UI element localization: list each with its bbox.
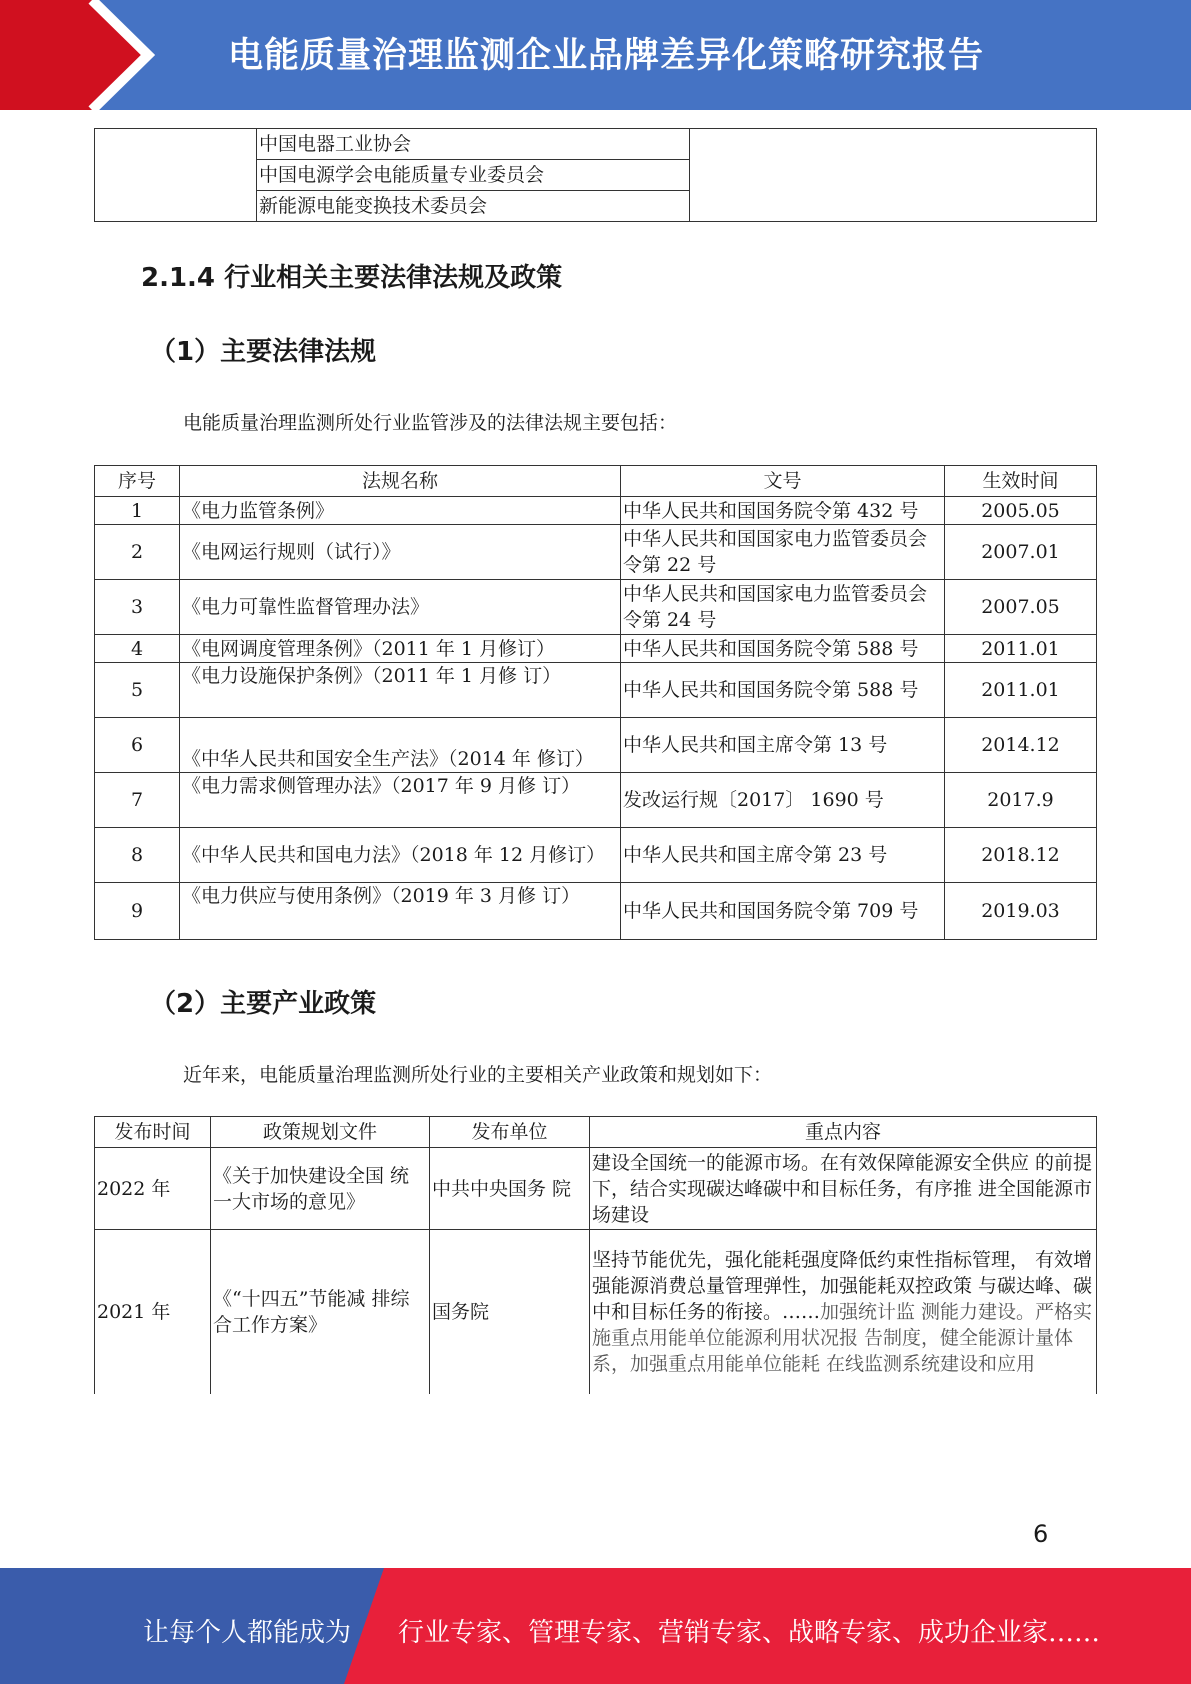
org-table [94,128,1097,222]
org-row: 中国电器工业协会 [257,129,690,160]
table-row [95,883,1097,940]
laws-intro: 电能质量治理监测所处行业监管涉及的法律法规主要包括： [183,412,678,434]
policy-content: 建设全国统一的能源市场。在有效保障能源安全供应 的前提下，结合实现碳达峰碳中和目标任务，有序推 进全国能源市场建设 [590,1148,1097,1230]
table-row [95,773,1097,828]
law-name: 《电力监管条例》 [180,497,621,525]
col-header: 发布时间 [95,1117,211,1148]
page-footer [0,1568,1191,1684]
law-no: 3 [95,580,180,635]
col-header: 序号 [95,466,180,497]
law-doc: 中华人民共和国国务院令第 709 号 [621,883,945,940]
law-doc: 中华人民共和国国家电力监管委员会令第 22 号 [621,525,945,580]
org-table-empty-cell [95,129,257,222]
policy-year: 2022 年 [95,1148,211,1230]
col-header: 重点内容 [590,1117,1097,1148]
law-no: 2 [95,525,180,580]
table-row [95,663,1097,718]
laws-table [94,465,1097,940]
policies-intro: 近年来，电能质量治理监测所处行业的主要相关产业政策和规划如下： [183,1064,773,1086]
law-name: 《中华人民共和国电力法》（2018 年 12 月修订） [180,828,621,883]
law-doc: 中华人民共和国主席令第 13 号 [621,718,945,773]
policy-org: 中共中央国务 院 [430,1148,590,1230]
law-doc: 中华人民共和国国家电力监管委员会令第 24 号 [621,580,945,635]
sub-heading-policies: （2）主要产业政策 [150,989,377,1019]
table-row [95,1148,1097,1230]
policy-content-text-continued: 加强统计监 测能力建设。严格实施重点用能单位能源利用状况报 告制度，健全能源计量体系，加强重点用能单位能耗 在线监测系统建设和应用 [592,1300,1093,1375]
page-header [0,0,1191,110]
law-doc: 中华人民共和国主席令第 23 号 [621,828,945,883]
org-row: 新能源电能变换技术委员会 [257,191,690,222]
policy-org: 国务院 [430,1230,590,1394]
policies-table [94,1116,1097,1394]
law-date: 2019.03 [945,883,1097,940]
page-number: 6 [1033,1520,1049,1548]
law-date: 2007.05 [945,580,1097,635]
policy-content-text: 坚持节能优先，强化能耗强度降低约束性指标管理， 有效增强能源消费总量管理弹性，加强能耗双控政策 与碳达峰、碳中和目标任务的衔接。…… [592,1248,1093,1323]
col-header: 文号 [621,466,945,497]
report-title: 电能质量治理监测企业品牌差异化策略研究报告 [228,36,985,76]
law-name: 《电力供应与使用条例》（2019 年 3 月修 订） [180,883,621,940]
law-no: 7 [95,773,180,828]
law-doc: 中华人民共和国国务院令第 432 号 [621,497,945,525]
table-row [95,580,1097,635]
table-row [95,828,1097,883]
col-header: 发布单位 [430,1117,590,1148]
table-row [95,525,1097,580]
policy-doc: 《“十四五”节能减 排综合工作方案》 [211,1230,430,1394]
law-date: 2018.12 [945,828,1097,883]
sub-heading-laws: （1）主要法律法规 [150,337,377,367]
law-date: 2007.01 [945,525,1097,580]
law-date: 2017.9 [945,773,1097,828]
col-header: 法规名称 [180,466,621,497]
law-no: 5 [95,663,180,718]
law-name: 《电网调度管理条例》（2011 年 1 月修订） [180,635,621,663]
law-no: 1 [95,497,180,525]
law-name: 《电网运行规则（试行）》 [180,525,621,580]
footer-slogan-right: 行业专家、管理专家、营销专家、战略专家、成功企业家…… [398,1618,1101,1648]
law-name: 《电力可靠性监督管理办法》 [180,580,621,635]
org-table-empty-cell [690,129,1097,222]
table-row [95,497,1097,525]
law-date: 2014.12 [945,718,1097,773]
policy-content [590,1230,1097,1394]
law-doc: 发改运行规〔2017〕 1690 号 [621,773,945,828]
section-heading: 2.1.4 行业相关主要法律法规及政策 [141,263,563,293]
footer-slogan-left: 让每个人都能成为 [143,1618,352,1648]
law-date: 2011.01 [945,663,1097,718]
law-no: 4 [95,635,180,663]
table-header-row [95,1117,1097,1148]
policy-doc: 《关于加快建设全国 统一大市场的意见》 [211,1148,430,1230]
table-row [95,1230,1097,1394]
col-header: 生效时间 [945,466,1097,497]
org-row: 中国电源学会电能质量专业委员会 [257,160,690,191]
col-header: 政策规划文件 [211,1117,430,1148]
law-no: 8 [95,828,180,883]
law-date: 2005.05 [945,497,1097,525]
law-name: 《电力设施保护条例》（2011 年 1 月修 订） [180,663,621,718]
law-doc: 中华人民共和国国务院令第 588 号 [621,635,945,663]
table-row [95,718,1097,773]
law-name: 《中华人民共和国安全生产法》（2014 年 修订） [180,718,621,773]
law-no: 6 [95,718,180,773]
table-row [95,635,1097,663]
law-date: 2011.01 [945,635,1097,663]
table-header-row [95,466,1097,497]
law-name: 《电力需求侧管理办法》（2017 年 9 月修 订） [180,773,621,828]
law-doc: 中华人民共和国国务院令第 588 号 [621,663,945,718]
law-no: 9 [95,883,180,940]
policy-year: 2021 年 [95,1230,211,1394]
